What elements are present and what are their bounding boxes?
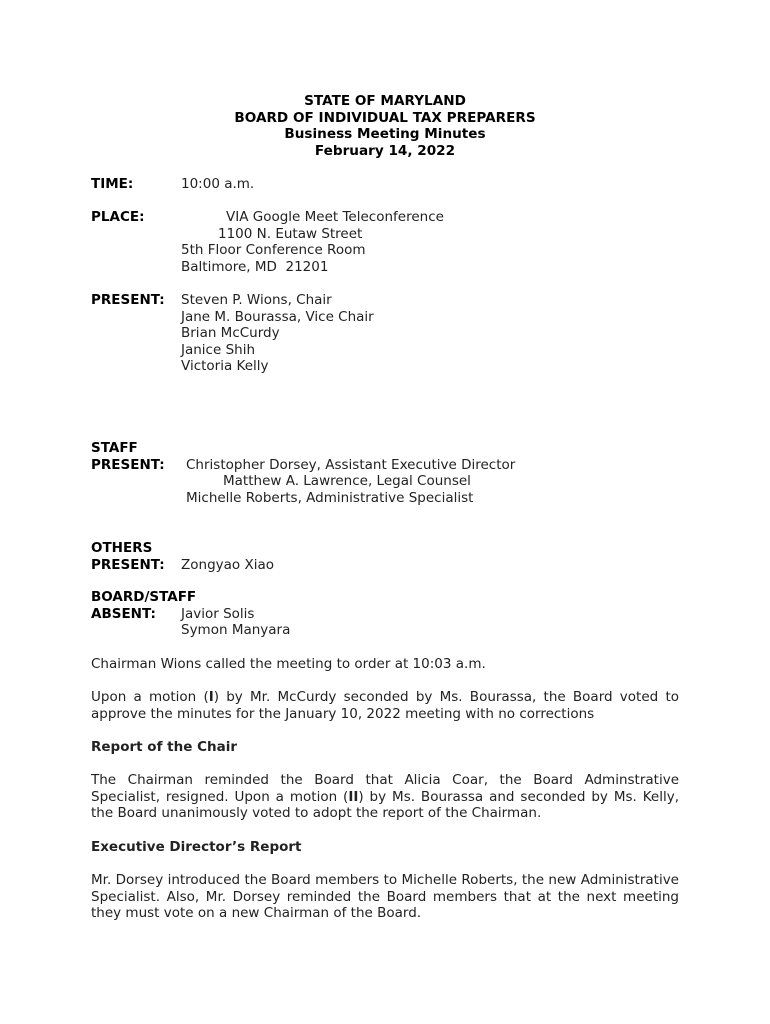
header-date: February 14, 2022: [314, 142, 456, 159]
header-board: BOARD OF INDIVIDUAL TAX PREPARERS: [234, 109, 536, 126]
place-line: 5th Floor Conference Room: [181, 242, 366, 259]
place-line: VIA Google Meet Teleconference: [226, 209, 444, 225]
chair-report-text: [91, 772, 679, 822]
motion-text: ) by Mr. McCurdy seconded by Ms. Bourassa, the Board voted to approve the minutes for the January 10, 2022 meeting with no corrections: [91, 689, 679, 722]
call-to-order: Chairman Wions called the meeting to order at 10:03 a.m.: [91, 656, 486, 672]
others-member: Zongyao Xiao: [181, 556, 274, 573]
motion-text: Upon a motion (: [91, 689, 209, 705]
present-member: Janice Shih: [181, 341, 256, 358]
place-line: 1100 N. Eutaw Street: [218, 225, 363, 242]
absent-label: BOARD/STAFF: [91, 589, 197, 605]
staff-label: STAFF: [91, 440, 138, 456]
staff-member: Michelle Roberts, Administrative Specialist: [186, 489, 474, 506]
staff-member: Matthew A. Lawrence, Legal Counsel: [223, 473, 471, 490]
staff-present-label: PRESENT:: [91, 456, 165, 473]
chair-report-body: The Chairman reminded the Board that Alicia Coar, the Board Adminstrative Specialist, resigned. Upon a motion (: [91, 772, 679, 805]
place-line: Baltimore, MD 21201: [181, 258, 329, 275]
header-state: STATE OF MARYLAND: [304, 93, 466, 109]
motion-minutes-approval: [91, 689, 679, 722]
staff-member: Christopher Dorsey, Assistant Executive Director: [186, 456, 516, 473]
place-label: PLACE:: [91, 209, 145, 225]
chair-report-body: ) by Ms. Bourassa and seconded by Ms. Kelly, the Board unanimously voted to adopt the report of the Chairman.: [91, 788, 679, 822]
motion-number: I: [208, 689, 214, 705]
others-label: OTHERS: [91, 540, 153, 556]
present-member: Jane M. Bourassa, Vice Chair: [181, 308, 374, 325]
ed-report-heading: Executive Director’s Report: [91, 839, 302, 855]
others-present-label: PRESENT:: [91, 556, 165, 573]
absent-absent-label: ABSENT:: [91, 605, 156, 622]
present-member: Victoria Kelly: [181, 358, 269, 375]
present-label: PRESENT:: [91, 292, 165, 308]
absent-member: Javior Solis: [181, 605, 255, 622]
document-header: [0, 93, 770, 159]
present-member: Brian McCurdy: [181, 325, 280, 342]
header-title: Business Meeting Minutes: [284, 126, 486, 143]
absent-member: Symon Manyara: [181, 622, 291, 639]
time-label: TIME:: [91, 176, 134, 192]
chair-report-heading: Report of the Chair: [91, 739, 237, 755]
motion-number: II: [348, 788, 359, 805]
ed-report-text: Mr. Dorsey introduced the Board members to Michelle Roberts, the new Administrative Specialist. Also, Mr. Dorsey reminded the Board members that at the next meeting they must vote on a new Chairman of the Board.: [91, 872, 679, 922]
present-member: Steven P. Wions, Chair: [181, 292, 332, 308]
time-value: 10:00 a.m.: [181, 176, 255, 192]
